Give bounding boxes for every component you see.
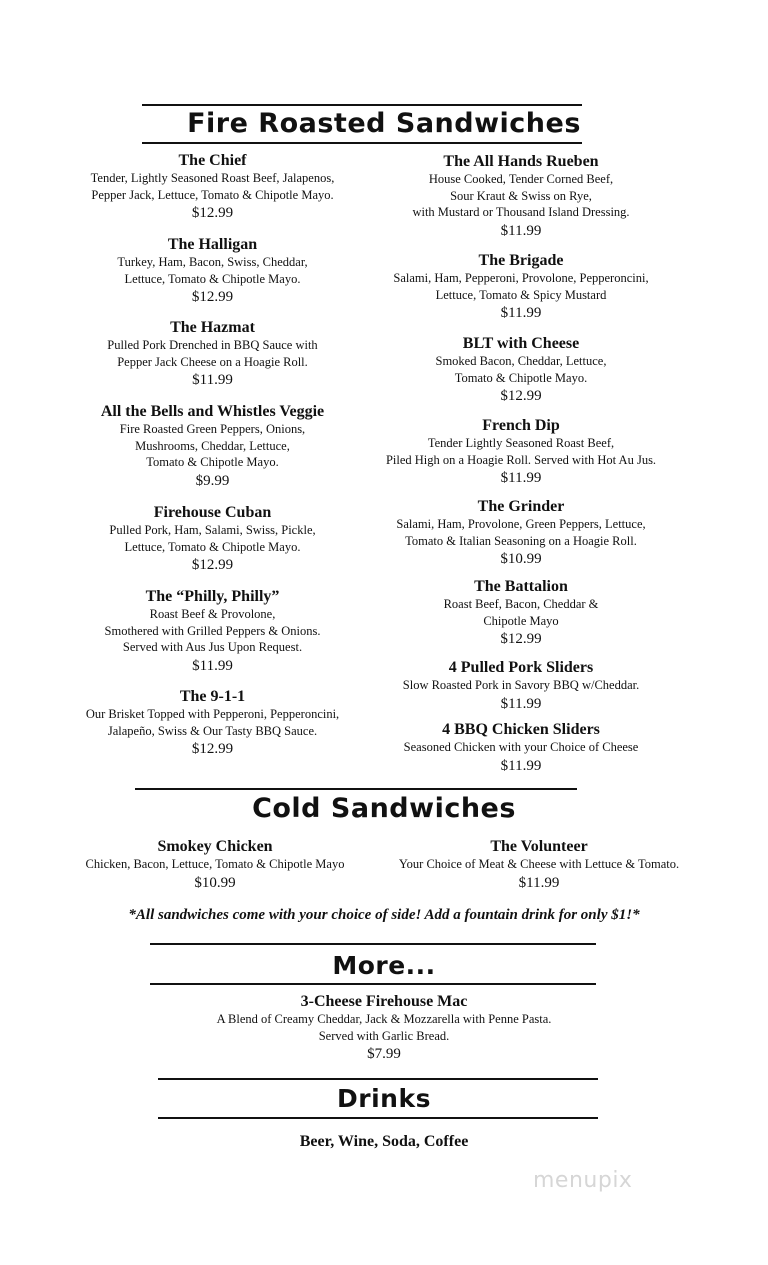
item-desc: Your Choice of Meat & Cheese with Lettuce & Tomato.: [398, 857, 680, 871]
item-price: $12.99: [500, 388, 542, 404]
menu-item: [362, 720, 680, 776]
menu-item: [362, 152, 680, 251]
item-price: $12.99: [191, 741, 234, 757]
cold-left-item: [60, 837, 370, 893]
item-desc: Turkey, Ham, Bacon, Swiss, Cheddar, Lettuce, Tomato & Chipotle Mayo.: [117, 255, 308, 286]
item-desc: Roast Beef & Provolone, Smothered with Grilled Peppers & Onions. Served with Aus Jus Upon Request.: [104, 607, 321, 654]
item-desc: Roast Beef, Bacon, Cheddar & Chipotle Mayo: [443, 597, 599, 628]
item-desc: Salami, Ham, Provolone, Green Peppers, Lettuce, Tomato & Italian Seasoning on a Hoagie Roll.: [396, 517, 646, 548]
item-price: $11.99: [192, 372, 233, 388]
menu-item: [60, 151, 365, 235]
more-item: [84, 992, 684, 1064]
menu-item: [60, 318, 365, 402]
menu-item: [60, 503, 365, 587]
item-name: French Dip: [482, 417, 560, 434]
item-price: $12.99: [191, 289, 234, 305]
drinks-rule-lower: [158, 1117, 598, 1119]
fire-roasted-heading: Fire Roasted Sandwiches: [187, 108, 581, 139]
item-desc: Salami, Ham, Pepperoni, Provolone, Pepperoncini, Lettuce, Tomato & Spicy Mustard: [393, 271, 649, 302]
item-name: The Hazmat: [170, 319, 255, 336]
menu-item: [362, 497, 680, 577]
fire-roasted-right-column: [362, 152, 680, 776]
menu-item: [362, 416, 680, 497]
item-price: $11.99: [518, 874, 560, 891]
item-name: The Battalion: [474, 578, 568, 595]
item-price: $10.99: [500, 551, 542, 567]
item-desc: Chicken, Bacon, Lettuce, Tomato & Chipotle Mayo: [85, 857, 345, 871]
cold-rule: [135, 788, 577, 790]
more-rule-upper: [150, 943, 596, 945]
sides-note: *All sandwiches come with your choice of side! Add a fountain drink for only $1!*: [128, 907, 640, 923]
item-name: BLT with Cheese: [462, 335, 580, 352]
item-desc: Tender, Lightly Seasoned Roast Beef, Jalapenos, Pepper Jack, Lettuce, Tomato & Chipotle Mayo.: [90, 171, 335, 202]
menu-item: [60, 687, 365, 759]
item-price: $11.99: [500, 470, 542, 486]
item-name: 4 BBQ Chicken Sliders: [442, 721, 600, 738]
item-price: $11.99: [500, 222, 542, 239]
cold-right-item: [372, 837, 706, 893]
item-desc: Slow Roasted Pork in Savory BBQ w/Cheddar.: [402, 678, 640, 692]
item-name: The Chief: [178, 152, 247, 169]
item-name: The “Philly, Philly”: [145, 588, 280, 605]
item-name: Firehouse Cuban: [153, 504, 272, 521]
top-rule-lower: [142, 142, 582, 144]
item-price: $9.99: [195, 472, 230, 489]
more-rule-lower: [150, 983, 596, 985]
drinks-list: Beer, Wine, Soda, Coffee: [299, 1133, 469, 1150]
item-name: The 9-1-1: [179, 688, 246, 705]
menu-item: [362, 334, 680, 416]
cold-heading: Cold Sandwiches: [252, 793, 516, 824]
drinks-rule-upper: [158, 1078, 598, 1080]
item-desc: Fire Roasted Green Peppers, Onions, Mushrooms, Cheddar, Lettuce, Tomato & Chipotle Mayo.: [119, 422, 306, 469]
menu-item: [60, 402, 365, 503]
item-price: $12.99: [500, 631, 542, 647]
menu-item: [60, 587, 365, 687]
menu-item: [60, 235, 365, 318]
item-price: $10.99: [194, 874, 236, 891]
item-name: Smokey Chicken: [157, 838, 273, 855]
item-price: $12.99: [191, 557, 234, 573]
item-name: The Halligan: [167, 236, 258, 253]
menu-item: [362, 251, 680, 334]
item-name: All the Bells and Whistles Veggie: [100, 403, 325, 420]
item-name: The Volunteer: [490, 838, 588, 855]
item-name: The Grinder: [477, 498, 565, 515]
item-name: 4 Pulled Pork Sliders: [448, 659, 594, 676]
fire-roasted-left-column: [60, 151, 365, 759]
watermark-text: menupix: [533, 1168, 633, 1193]
item-desc: House Cooked, Tender Corned Beef, Sour Kraut & Swiss on Rye, with Mustard or Thousand Island Dressing.: [412, 172, 630, 219]
item-desc: Our Brisket Topped with Pepperoni, Pepperoncini, Jalapeño, Swiss & Our Tasty BBQ Sauce.: [85, 707, 340, 738]
item-price: $11.99: [500, 305, 542, 321]
item-price: $11.99: [500, 695, 542, 712]
item-desc: Tender Lightly Seasoned Roast Beef, Piled High on a Hoagie Roll. Served with Hot Au Jus.: [385, 436, 657, 467]
item-price: $12.99: [191, 205, 234, 221]
menu-item: [362, 658, 680, 720]
item-desc: Pulled Pork Drenched in BBQ Sauce with Pepper Jack Cheese on a Hoagie Roll.: [107, 338, 318, 369]
item-desc: Seasoned Chicken with your Choice of Cheese: [403, 740, 639, 754]
drinks-heading: Drinks: [337, 1084, 431, 1113]
item-name: The Brigade: [478, 252, 564, 269]
item-desc: A Blend of Creamy Cheddar, Jack & Mozzarella with Penne Pasta. Served with Garlic Bread.: [216, 1012, 552, 1043]
more-heading: More...: [332, 951, 436, 980]
item-desc: Smoked Bacon, Cheddar, Lettuce, Tomato & Chipotle Mayo.: [435, 354, 607, 385]
item-price: $11.99: [500, 757, 542, 774]
item-price: $7.99: [367, 1046, 401, 1062]
item-price: $11.99: [192, 657, 233, 674]
item-name: 3-Cheese Firehouse Mac: [300, 993, 468, 1010]
menu-item: [362, 577, 680, 658]
item-name: The All Hands Rueben: [443, 153, 599, 170]
item-desc: Pulled Pork, Ham, Salami, Swiss, Pickle, Lettuce, Tomato & Chipotle Mayo.: [109, 523, 316, 554]
